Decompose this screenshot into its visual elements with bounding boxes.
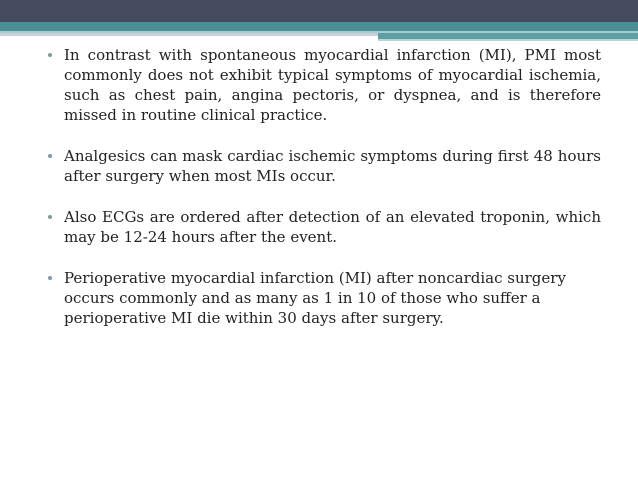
bullet-item-1: In contrast with spontaneous myocardial infarction (MI), PMI most commonly does not exhibit typical symptoms of myocardial ischemia, such as chest pain, angina pectoris, or dyspnea, and is therefore missed in routine clinical practice. xyxy=(48,45,601,125)
header-teal-right-light-band xyxy=(378,39,638,41)
slide-body xyxy=(48,45,601,349)
header-dark-band xyxy=(0,0,638,22)
bullet-item-2: Analgesics can mask cardiac ischemic symptoms during first 48 hours after surgery when most MIs occur. xyxy=(48,146,601,186)
header-teal-band xyxy=(0,22,638,31)
header-gray-band xyxy=(0,33,378,36)
bullet-list xyxy=(48,45,601,328)
bullet-item-3: Also ECGs are ordered after detection of an elevated troponin, which may be 12-24 hours after the event. xyxy=(48,207,601,247)
slide-header-bands xyxy=(0,0,638,40)
bullet-item-4: Perioperative myocardial infarction (MI) after noncardiac surgery occurs commonly and as many as 1 in 10 of those who suffer a perioperative MI die within 30 days after surgery. xyxy=(48,268,601,328)
